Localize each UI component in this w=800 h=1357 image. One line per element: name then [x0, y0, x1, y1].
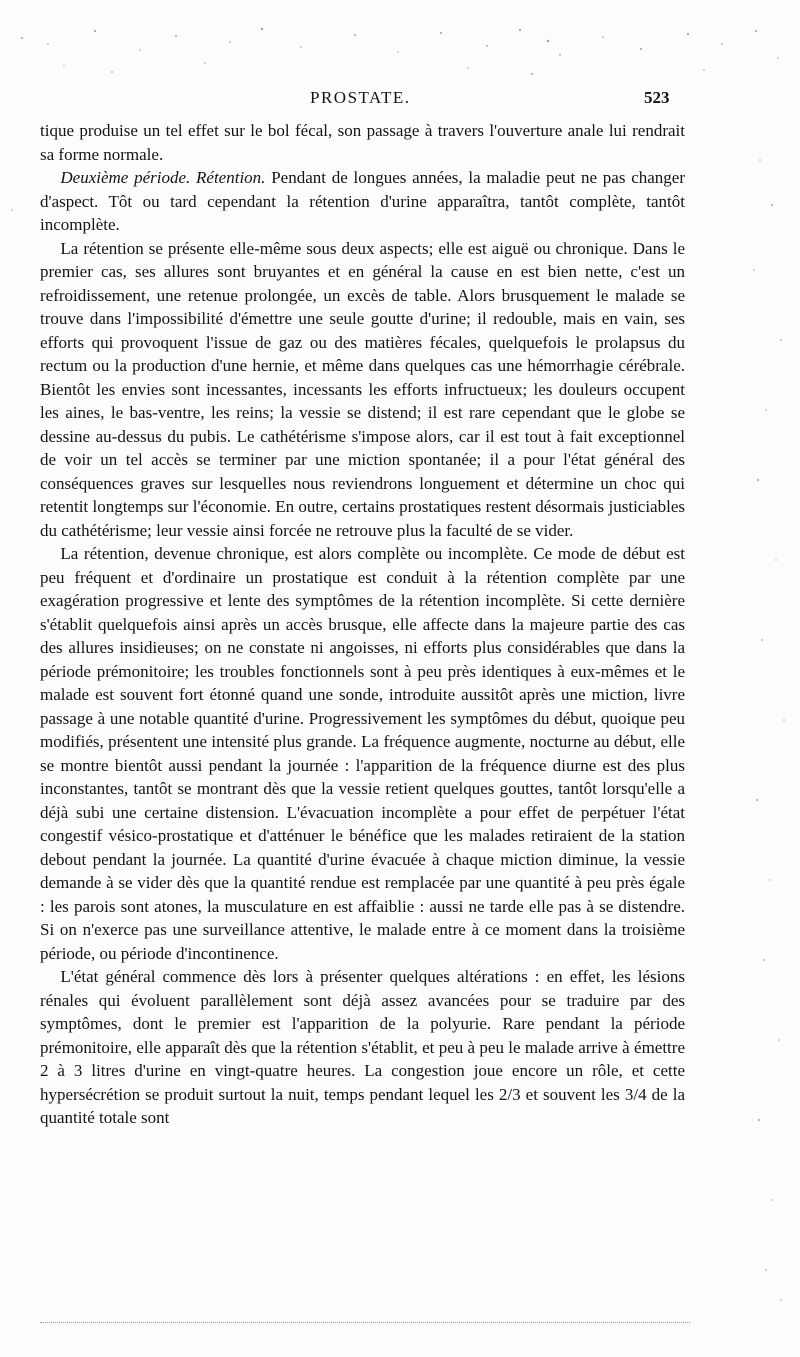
paragraph-general-state: L'état général commence dès lors à présenter quelques altérations : en effet, les lésions rénales qui évoluent parallèlement sont déjà assez avancées pour se traduire par des symptômes, dont le premier est l'apparition de la polyurie. Rare pendant la période prémonitoire, elle apparaît dès que la rétention s'établit, et peu à peu le malade arrive à émettre 2 à 3 litres d'urine en vingt-quatre heures. La congestion joue encore un rôle, et cette hypersécrétion se produit surtout la nuit, temps pendant lequel les 2/3 et souvent les 3/4 de la quantité totale sont — [40, 967, 685, 1127]
paragraph-chronic-retention: La rétention, devenue chronique, est alors complète ou incomplète. Ce mode de début est peu fréquent et d'ordinaire un prostatique est conduit à la rétention complète par une exagération progressive et lente des symptômes de la rétention incomplète. Si cette dernière s'établit quelquefois ainsi après un accès brusque, elle affecte dans la majeure partie des cas des allures insidieuses; on ne constate ni angoisses, ni efforts plus considérables que dans la période prémonitoire; les troubles fonctionnels sont à peu près identiques à eux-mêmes et le malade est souvent fort étonné quand une sonde, introduite aussitôt après une miction, livre passage à une notable quantité d'urine. Progressivement les symptômes du début, quoique peu modifiés, présentent une intensité plus grande. La fréquence augmente, nocturne au début, elle se montre bientôt aussi pendant la journée : l'apparition de la fréquence diurne est des plus inconstantes, tantôt se montrant dès que la vessie retient quelques gouttes, tantôt lorsqu'elle a déjà subi une certaine distension. L'évacuation incomplète a pour effet de perpétuer l'état congestif vésico-prostatique et d'atténuer le bénéfice que les malades retiraient de la station debout pendant la journée. La quantité d'urine évacuée à chaque miction diminue, la vessie demande à se vider dès que la quantité rendue est remplacée par une quantité à peu près égale : les parois sont atones, la musculature en est affaiblie : aussi ne tarde elle pas à se distendre. Si on n'exerce pas une surveillance attentive, le malade entre à ce moment dans la troisième période, ou période d'incontinence. — [40, 544, 685, 963]
page-number: 523 — [644, 88, 670, 107]
paragraph-second-period — [40, 166, 685, 237]
paragraph-text: Pendant de longues années, la maladie peut ne pas changer d'aspect. Tôt ou tard cependant la rétention d'urine apparaîtra, tantôt complète, tantôt incomplète. — [40, 168, 685, 234]
section-heading-retention: Deuxième période. Rétention. — [60, 168, 266, 187]
paragraph-acute-chronic: La rétention se présente elle-même sous deux aspects; elle est aiguë ou chronique. Dans le premier cas, ses allures sont bruyantes et en général la cause en est bien nette, c'est un refroidissement, une retenue prolongée, un excès de table. Alors brusquement le malade se trouve dans l'impossibilité d'émettre une seule goutte d'urine; il redouble, mais en vain, ses efforts qui provoquent l'issue de gaz ou des matières fécales, quelquefois le prolapsus du rectum ou la production d'une hernie, et même dans quelques cas une hémorrhagie cérébrale. Bientôt les envies sont incessantes, incessants les efforts infructueux; les douleurs occupent les aines, le bas-ventre, les reins; la vessie se distend; il est rare cependant que le globe se dessine au-dessus du pubis. Le cathétérisme s'impose alors, car il est tout à fait exceptionnel de voir un tel accès se terminer par une miction spontanée; il a pour l'état général des conséquences graves sur lesquelles nous reviendrons longuement et détermine un choc qui retentit longtemps sur l'économie. En outre, certains prostatiques restent désormais justiciables du cathétérisme; leur vessie ainsi forcée ne retrouve plus la faculté de se vider. — [40, 238, 685, 540]
body-text — [40, 119, 685, 1130]
bottom-dotted-rule — [40, 1322, 690, 1323]
paragraph-continued: tique produise un tel effet sur le bol fécal, son passage à travers l'ouverture anale lui rendrait sa forme normale. — [40, 121, 685, 164]
running-header: PROSTATE. — [310, 88, 411, 107]
